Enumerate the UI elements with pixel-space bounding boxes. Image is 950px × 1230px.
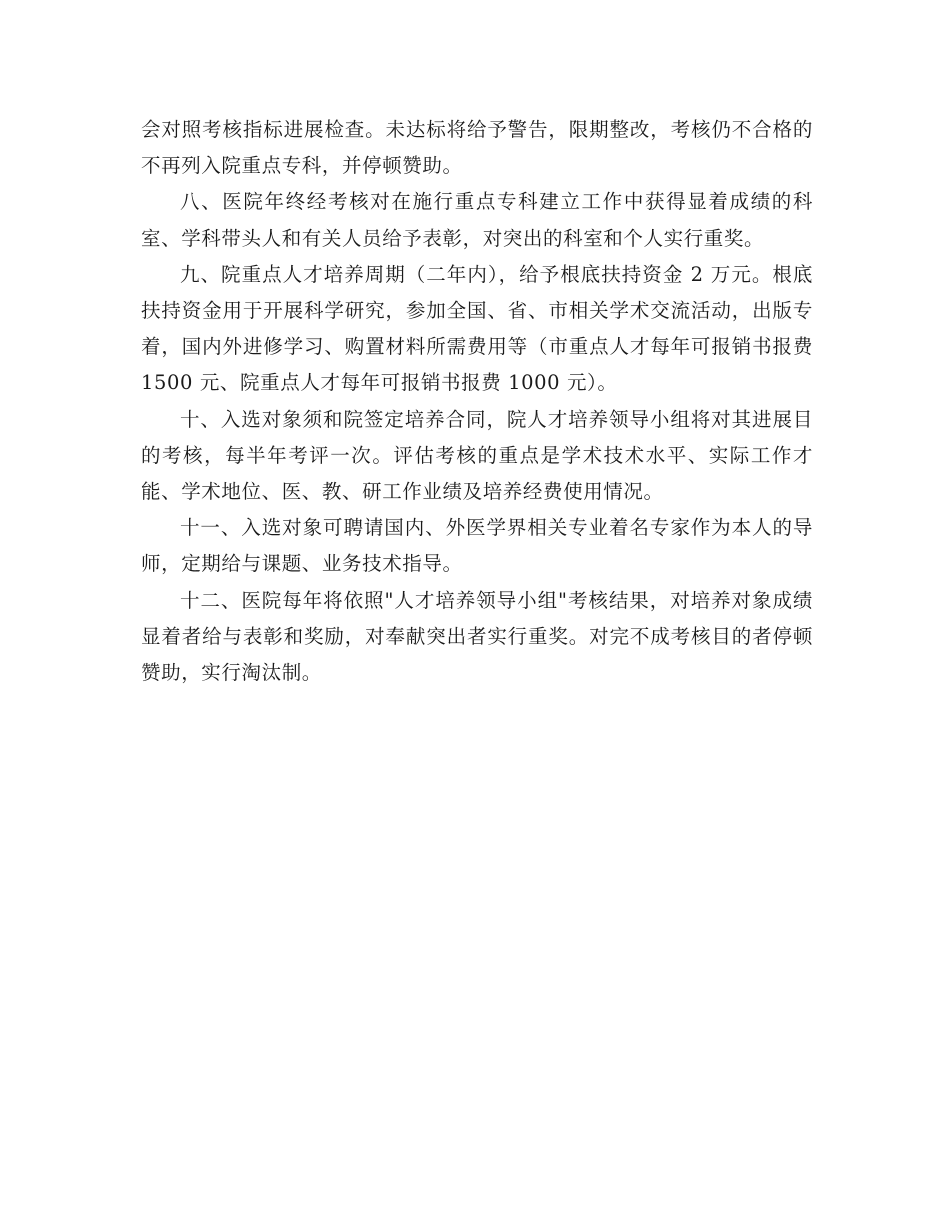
paragraph-item-8: 八、医院年终经考核对在施行重点专科建立工作中获得显着成绩的科室、学科带头人和有关人员给予表彰，对突出的科室和个人实行重奖。 bbox=[141, 190, 813, 250]
document-body bbox=[141, 112, 813, 691]
paragraph-item-9: 九、院重点人才培养周期（二年内），给予根底扶持资金 2 万元。根底扶持资金用于开展科学研究，参加全国、省、市相关学术交流活动，出版专着，国内外进修学习、购置材料所需费用等（市重点人才每年可报销书报费 1500 元、院重点人才每年可报销书报费 1000 元）。 bbox=[141, 262, 813, 395]
paragraph-item-11: 十一、入选对象可聘请国内、外医学界相关专业着名专家作为本人的导师，定期给与课题、业务技术指导。 bbox=[141, 516, 813, 576]
paragraph-item-12: 十二、医院每年将依照"人才培养领导小组"考核结果，对培养对象成绩显着者给与表彰和奖励，对奉献突出者实行重奖。对完不成考核目的者停顿赞助，实行淘汰制。 bbox=[141, 588, 813, 685]
paragraph-item-10: 十、入选对象须和院签定培养合同，院人才培养领导小组将对其进展目的考核，每半年考评一次。评估考核的重点是学术技术水平、实际工作才能、学术地位、医、教、研工作业绩及培养经费使用情况。 bbox=[141, 407, 813, 504]
paragraph-continuation: 会对照考核指标进展检查。未达标将给予警告，限期整改，考核仍不合格的不再列入院重点专科，并停顿赞助。 bbox=[141, 118, 813, 178]
